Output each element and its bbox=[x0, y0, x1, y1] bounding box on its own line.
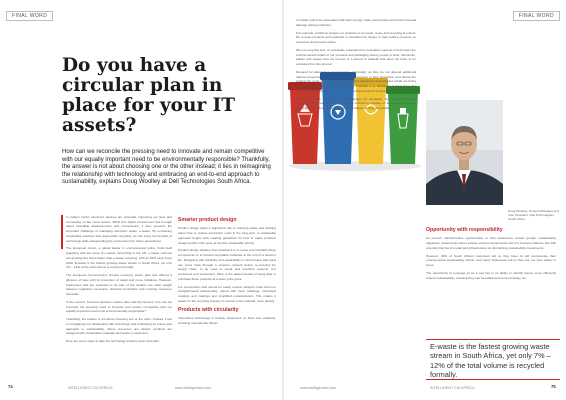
footer-url-left: www.intelligentcio.com bbox=[175, 386, 212, 390]
footer-url-right: www.intelligentcio.com bbox=[300, 386, 337, 390]
body-column-4 bbox=[426, 225, 556, 284]
paragraph: Product design dictates how practical it is to reuse and refurbish these components or to harvest recyclable materials at the end of a device's life. Designing with durability and repairability in mind means that parts can come back through a services network before re-entering the supply chain, to be used to repair and refurbish systems. For customers and consumers, there is the added benefit of being able to purchase these products at a lower price point. bbox=[178, 248, 276, 281]
author-portrait bbox=[426, 100, 503, 205]
drop-accent-bar bbox=[61, 215, 63, 249]
paragraph: or cobalt, which are associated with high energy, water consumption and environmental damage during extraction. bbox=[296, 18, 416, 27]
page-number-right: 75 bbox=[551, 384, 556, 389]
body-column-3 bbox=[296, 18, 416, 114]
paragraph: In the context, business decision makers often ask themselves: how can we reconcile the pressing need to innovate and remain competitive with our equally important need to be environmentally responsible? bbox=[66, 299, 172, 314]
paragraph: When we design products, we must design for circularity. So, one of the most immediate influences is for the IT design process to operate on a closed-loop model, which keeps products and materials in circulation as long as possible. bbox=[296, 96, 416, 110]
paragraph: The European Union, a global leader in environmental policy, finds itself grappling with the issue of e-waste. According to the UN, e-waste volumes are growing five times faster than e-waste recycling, with an 82% jump since 2010. E-waste is the fastest growing waste stream in South Africa, yet only 7% – 12% of the total volume is recycled formally. bbox=[66, 246, 172, 270]
paragraph: The European Commission's circular economy action plan has offered a glimmer of hope with its promotion of repair and reuse initiatives. However, businesses that are expected to be part of the solution are often caught between regulatory pressures, financial constraints and evolving consumer demands. bbox=[66, 273, 172, 296]
paragraph: We use recycled and, or renewable materials from innovative sources to help lower the environmental impact of our products and packaging. Every pound of steel, aluminium, plastic and copper that we recover is a pound of material that does not have to be extracted from the ground. bbox=[296, 47, 416, 66]
subheading: Smarter product design bbox=[178, 217, 237, 223]
body-column-2 bbox=[178, 215, 276, 329]
headline: Do you have a circular plan in place for your IT assets? bbox=[62, 55, 236, 136]
paragraph: The opportunity to leverage AI as a tool lies in its ability to identify issues more efficiently around sustainability, meaning they can be addressed more precisely. So bbox=[426, 271, 556, 280]
subheading: Opportunity with responsibility bbox=[426, 227, 503, 233]
paragraph: As present transformative opportunities to help businesses remain greater sustainability objectives. Assets help solve complex environmental issues but it is crucial to balance this with ensuring that the AI model and infrastructure do diminishing sustainability investments. bbox=[426, 236, 556, 250]
paragraph: Product design plays a significant role in reducing waste and thinking about how to reduce production costs in the long-term. A sustainable approach begins with creating guidelines for how to make products designed with a life cycle as the first sustainable priority. bbox=[178, 226, 276, 245]
page-number-left: 74 bbox=[8, 384, 13, 389]
paragraph: Demand for alternatives is increasing, particularly as they do not depend additional natural resources and emit fewer carbon emissions in their production and during the product life cycle. For example, low emissions aluminium and recycled cobalt are being used in our laptops. Another alternative material is a bioplastic derived from the production of paper, which is used in new components for technology. bbox=[296, 69, 416, 93]
paragraph: Intermittent technology is heavily dependent on finite raw materials, including minerals like lithium bbox=[178, 315, 276, 325]
paragraph: Thankfully, the answer is not about choosing one or the other. Instead, it lies in reimagining our relationship with technology and embracing an end-to-end approach to sustainability, where resources are valued, products are designed with sustainable materials and waste is minimised. bbox=[66, 317, 172, 336]
standfirst: How can we reconcile the pressing need to innovate and remain competitive with our equally important need to be environmentally responsible? Thankfully, the answer is not about choosing one or the other instead; it lies in reimagining the relationship with technology and embracing an end-to-end approach to sustainability, explains Doug Woolley at Dell Technologies South Africa. bbox=[62, 149, 271, 186]
section-tag-left: FINAL WORD bbox=[6, 11, 53, 21]
paragraph: However, 46% of South African customers tell us they have AI will compromise their environmental sustainability efforts, and many businesses tell us they are not sure where to focus. bbox=[426, 253, 556, 268]
photo-caption: Doug Woolley, General Manager and Vice President, Dell Technologies South Africa bbox=[508, 209, 559, 221]
pull-quote: E-waste is the fastest growing waste stream in South Africa, yet only 7% – 12% of the total volume is recycled formally. bbox=[426, 339, 560, 380]
footer-magazine-right: INTELLIGENT CIO AFRICA bbox=[430, 386, 475, 390]
paragraph: For example, at Dell we design our products to be repair, reuse and recycling at end-of-life to keep products and materials in circulation for longer, to help reduce pressure on resources and prevent waste. bbox=[296, 30, 416, 44]
subheading: Products with circularity bbox=[178, 306, 239, 313]
paragraph: For components that cannot be easily reused, designs could focus on straightforward disassembly, paired with clear markings, minimised coatings and coatings and simplified manufacturers. This makes it easier for the recycling industry to recover more material, more quickly. bbox=[178, 284, 276, 303]
body-column-1 bbox=[66, 215, 172, 347]
footer-magazine-left: INTELLIGENT CIO AFRICA bbox=[68, 386, 113, 390]
paragraph: In today's world, electronic devices are essential, improving our lives and connecting us like never before. While this digital environment has brought about incredible advancements and convenience, it also presents the important challenge of managing electronic waste, e-waste. By embracing sustainable solutions and responsible recycling, we can enjoy the benefits of technology while safeguarding the environment for future generations. bbox=[66, 215, 172, 243]
paragraph: Here are some steps to take the technology industry down that path. bbox=[66, 339, 160, 344]
section-tag-right: FINAL WORD bbox=[513, 11, 560, 21]
